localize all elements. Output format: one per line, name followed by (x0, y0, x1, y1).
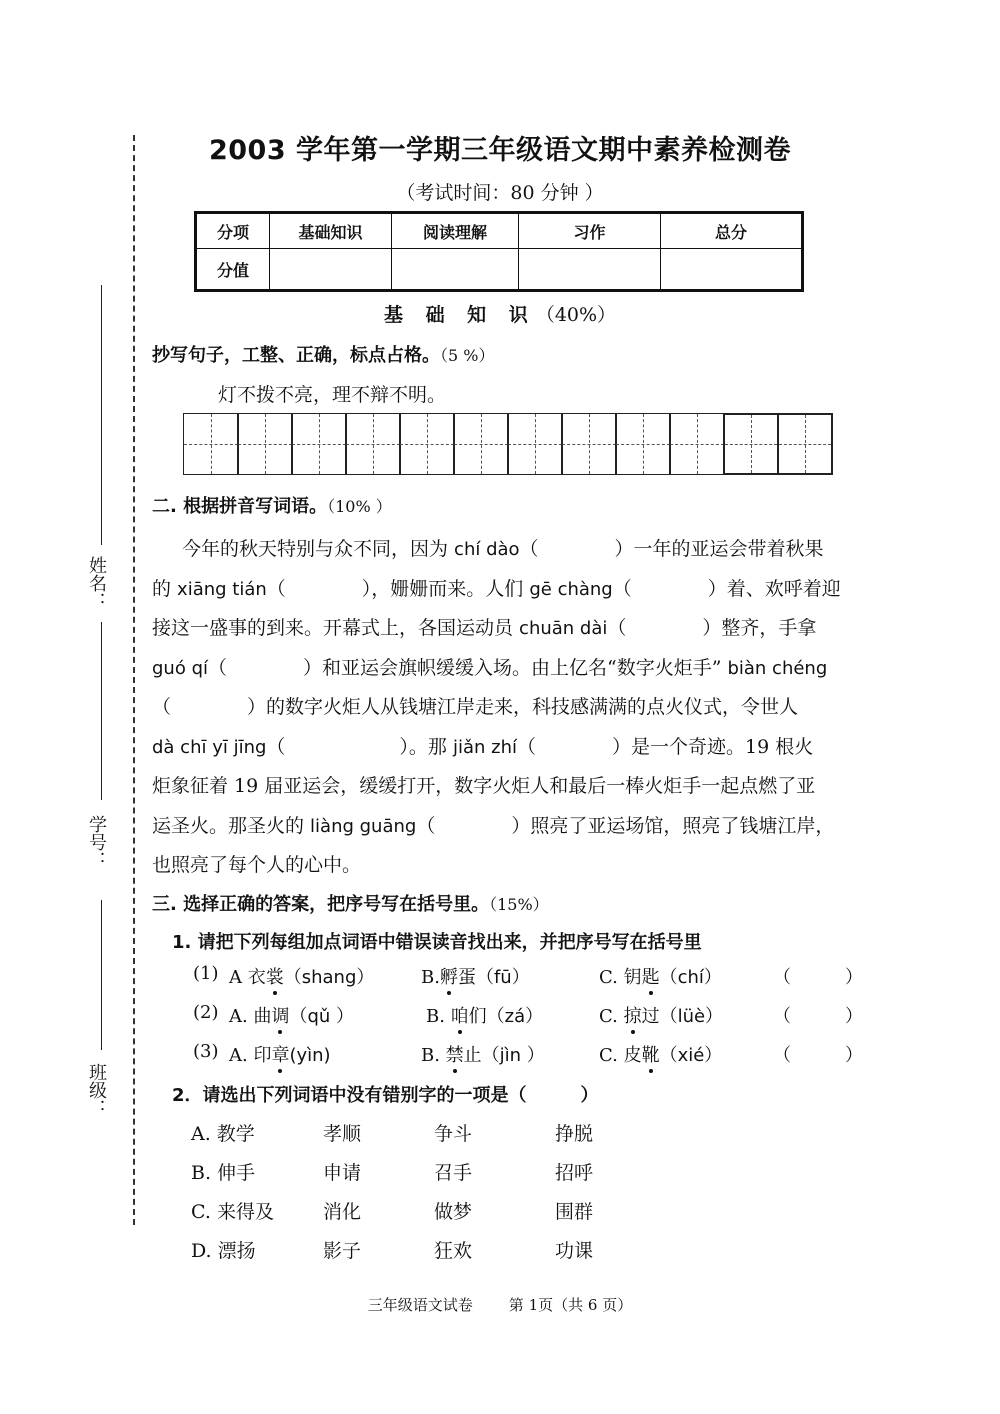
option-text: C. 钥 (599, 967, 642, 988)
option-b (426, 1002, 543, 1028)
choice-word: 孝顺 (323, 1123, 362, 1145)
passage-text: （ ）整齐，手拿 (607, 617, 817, 639)
grid-cell[interactable] (561, 413, 617, 475)
pinyin: dà chī yī jīng (152, 736, 267, 758)
q2-points: （10% ） (327, 497, 392, 516)
choice-word: 挣脱 (555, 1123, 594, 1145)
option-a (229, 1002, 354, 1028)
choice-word: B. 伸手 (191, 1162, 256, 1184)
dotted-char: 掠 (624, 1002, 642, 1028)
page-number: 第 1页（共 6 页） (508, 1296, 633, 1314)
pinyin: xiāng tián (177, 578, 267, 600)
writing-grid[interactable] (183, 413, 849, 475)
q3-heading (152, 890, 549, 916)
pinyin: jiǎn zhí (452, 736, 517, 758)
passage-text: 今年的秋天特别与众不同，因为 (182, 538, 455, 560)
dotted-char: 孵 (440, 963, 458, 989)
dotted-char: 章 (271, 1041, 289, 1067)
choice-word: 消化 (323, 1201, 362, 1223)
passage-line (152, 846, 852, 886)
passage-line (152, 649, 852, 689)
passage-line (152, 688, 852, 728)
q1-heading (152, 341, 494, 367)
passage-line (152, 807, 852, 847)
option-text: B. (421, 967, 440, 988)
pinyin: biàn chéng (727, 657, 828, 679)
choice-row-a[interactable] (191, 1119, 641, 1147)
row-number: (2) (193, 1002, 219, 1023)
option-text: 止 (463, 1045, 482, 1066)
option-text: B. (421, 1045, 446, 1066)
answer-blank[interactable]: （ ） (773, 1045, 863, 1066)
option-b (421, 1041, 545, 1067)
option-c (599, 963, 722, 989)
score-cell-basics[interactable] (270, 249, 392, 291)
option-b (421, 963, 530, 989)
score-table (194, 211, 804, 292)
pinyin: (yìn) (289, 1045, 331, 1066)
choice-word: A. 教学 (191, 1123, 255, 1145)
option-text: 过 (641, 1006, 660, 1027)
option-text: 蛋 (457, 967, 476, 988)
dotted-char: 匙 (642, 963, 660, 989)
choice-word: 影子 (323, 1240, 362, 1262)
pinyin: （shang） (283, 967, 375, 988)
passage-text: （ ），姗姗而来。人们 (266, 577, 530, 600)
choice-word: D. 漂扬 (191, 1240, 256, 1262)
option-text: A. 曲 (229, 1006, 272, 1027)
passage-text: （ ）是一个奇迹。19 根火 (517, 735, 814, 758)
score-header-reading: 阅读理解 (392, 213, 519, 249)
grid-cell[interactable] (291, 413, 347, 475)
dotted-char: 禁 (446, 1041, 464, 1067)
dotted-char: 裳 (266, 963, 284, 989)
passage-line (152, 728, 852, 768)
row-number: (1) (193, 963, 219, 984)
grid-cell[interactable] (507, 413, 563, 475)
pinyin-row (193, 963, 863, 991)
answer-blank[interactable]: （ ） (773, 1006, 863, 1027)
choice-row-c[interactable] (191, 1197, 641, 1225)
pinyin: （fū） (475, 967, 530, 988)
choice-word: 召手 (434, 1162, 473, 1184)
grid-cell[interactable] (345, 413, 401, 475)
dotted-char: 靴 (642, 1041, 660, 1067)
passage-line (152, 609, 852, 649)
score-header-item: 分项 (196, 213, 270, 249)
id-label: 学号： (86, 815, 107, 869)
pinyin-row (193, 1002, 863, 1030)
choice-word: 功课 (555, 1240, 594, 1262)
option-text: B. (426, 1006, 451, 1027)
cut-line (133, 135, 135, 1225)
name-label: 姓名： (86, 556, 107, 610)
score-cell-writing[interactable] (519, 249, 661, 291)
passage-text: （ ）着、欢呼着迎 (612, 577, 841, 600)
grid-cell[interactable] (777, 413, 833, 475)
choice-word: C. 来得及 (191, 1201, 274, 1223)
dotted-char: 调 (271, 1002, 289, 1028)
option-text: A 衣 (229, 967, 266, 988)
option-text: C. (599, 1006, 624, 1027)
q3-sub2-heading: 2．请选出下列词语中没有错别字的一项是（ ） (172, 1085, 599, 1106)
passage-line (152, 530, 852, 570)
passage-text: （ ）和亚运会旗帜缓缓入场。由上亿名“数字火炬手” (208, 656, 728, 679)
q1-heading-text: 抄写句子，工整、正确，标点占格。 (152, 345, 440, 366)
pinyin: chí dào (454, 539, 520, 560)
score-header-total: 总分 (661, 213, 803, 249)
passage-text: 的 (152, 577, 178, 600)
q1-points: （5 %） (440, 346, 495, 365)
choice-row-d[interactable] (191, 1236, 641, 1264)
passage-text: 运圣火。那圣火的 (152, 814, 311, 837)
pinyin: （lüè） (659, 1006, 724, 1027)
score-header-basics: 基础知识 (270, 213, 392, 249)
choice-row-b[interactable] (191, 1158, 641, 1186)
pinyin: （zá） (486, 1006, 544, 1027)
footer-title: 三年级语文试卷 (367, 1296, 473, 1314)
page-footer (0, 1294, 1000, 1315)
q3-sub1-heading: 1. 请把下列每组加点词语中错误读音找出来，并把序号写在括号里 (172, 932, 702, 953)
section-points: （40%） (535, 304, 617, 326)
score-header-writing: 习作 (519, 213, 661, 249)
passage-text: （ ）一年的亚运会带着秋果 (519, 538, 824, 560)
grid-cell[interactable] (183, 413, 239, 475)
q3-heading-text: 三. 选择正确的答案，把序号写在括号里。 (152, 894, 490, 915)
class-label: 班级： (86, 1063, 107, 1117)
q3-points: （15%） (489, 895, 549, 914)
section-title: 基 础 知 识 (383, 304, 536, 326)
passage-text: （ ）照亮了亚运场馆，照亮了钱塘江岸， (416, 814, 835, 837)
option-text: 们 (468, 1006, 487, 1027)
answer-blank[interactable]: （ ） (773, 967, 863, 988)
pinyin: （qǔ ） (289, 1006, 355, 1027)
option-c (599, 1002, 723, 1028)
pinyin: guó qí (152, 657, 208, 679)
pinyin: gē chàng (529, 578, 613, 600)
score-cell-reading[interactable] (392, 249, 519, 291)
q2-passage (152, 530, 852, 886)
q2-heading (152, 492, 392, 518)
pinyin: liàng guāng (310, 815, 417, 837)
pinyin-row (193, 1041, 863, 1069)
grid-cell[interactable] (237, 413, 293, 475)
option-c (599, 1041, 722, 1067)
pinyin: chuān dài (519, 618, 608, 639)
choice-word: 狂欢 (434, 1240, 473, 1262)
id-line (101, 622, 102, 800)
name-line (101, 285, 102, 545)
grid-cell[interactable] (399, 413, 455, 475)
q1-sentence: 灯不拨不亮，理不辩不明。 (218, 384, 447, 406)
score-cell-total[interactable] (661, 249, 803, 291)
passage-text: 也照亮了每个人的心中。 (152, 854, 362, 876)
section-heading (140, 300, 860, 327)
choice-word: 招呼 (555, 1162, 594, 1184)
passage-line (152, 570, 852, 610)
grid-cell[interactable] (453, 413, 509, 475)
grid-cell[interactable] (723, 413, 779, 475)
dotted-char: 咱 (451, 1002, 469, 1028)
choice-word: 申请 (323, 1162, 362, 1184)
q2-heading-text: 二. 根据拼音写词语。 (152, 496, 328, 517)
choice-word: 做梦 (434, 1201, 473, 1223)
option-a (229, 963, 374, 989)
passage-text: （ ）的数字火炬人从钱塘江岸走来，科技感满满的点火仪式，令世人 (152, 696, 799, 718)
class-line (101, 900, 102, 1050)
score-row-label: 分值 (196, 249, 270, 291)
passage-line (152, 767, 852, 807)
option-text: C. 皮 (599, 1045, 642, 1066)
grid-cell[interactable] (669, 413, 725, 475)
page-title: 2003 学年第一学期三年级语文期中素养检测卷 (208, 135, 792, 166)
passage-text: 接这一盛事的到来。开幕式上，各国运动员 (152, 617, 520, 639)
grid-cell[interactable] (615, 413, 671, 475)
option-text: A. 印 (229, 1045, 272, 1066)
passage-text: （ ）。那 (266, 735, 453, 758)
option-a (229, 1041, 331, 1067)
row-number: (3) (193, 1041, 219, 1062)
exam-time: （考试时间：80 分钟 ） (396, 182, 604, 204)
pinyin: （xié） (659, 1045, 723, 1066)
pinyin: （chí） (659, 967, 722, 988)
passage-text: 炬象征着 19 届亚运会，缓缓打开，数字火炬人和最后一棒火炬手一起点燃了亚 (152, 775, 816, 797)
pinyin: （jìn ） (481, 1045, 545, 1066)
choice-word: 争斗 (434, 1123, 473, 1145)
choice-word: 围群 (555, 1201, 594, 1223)
